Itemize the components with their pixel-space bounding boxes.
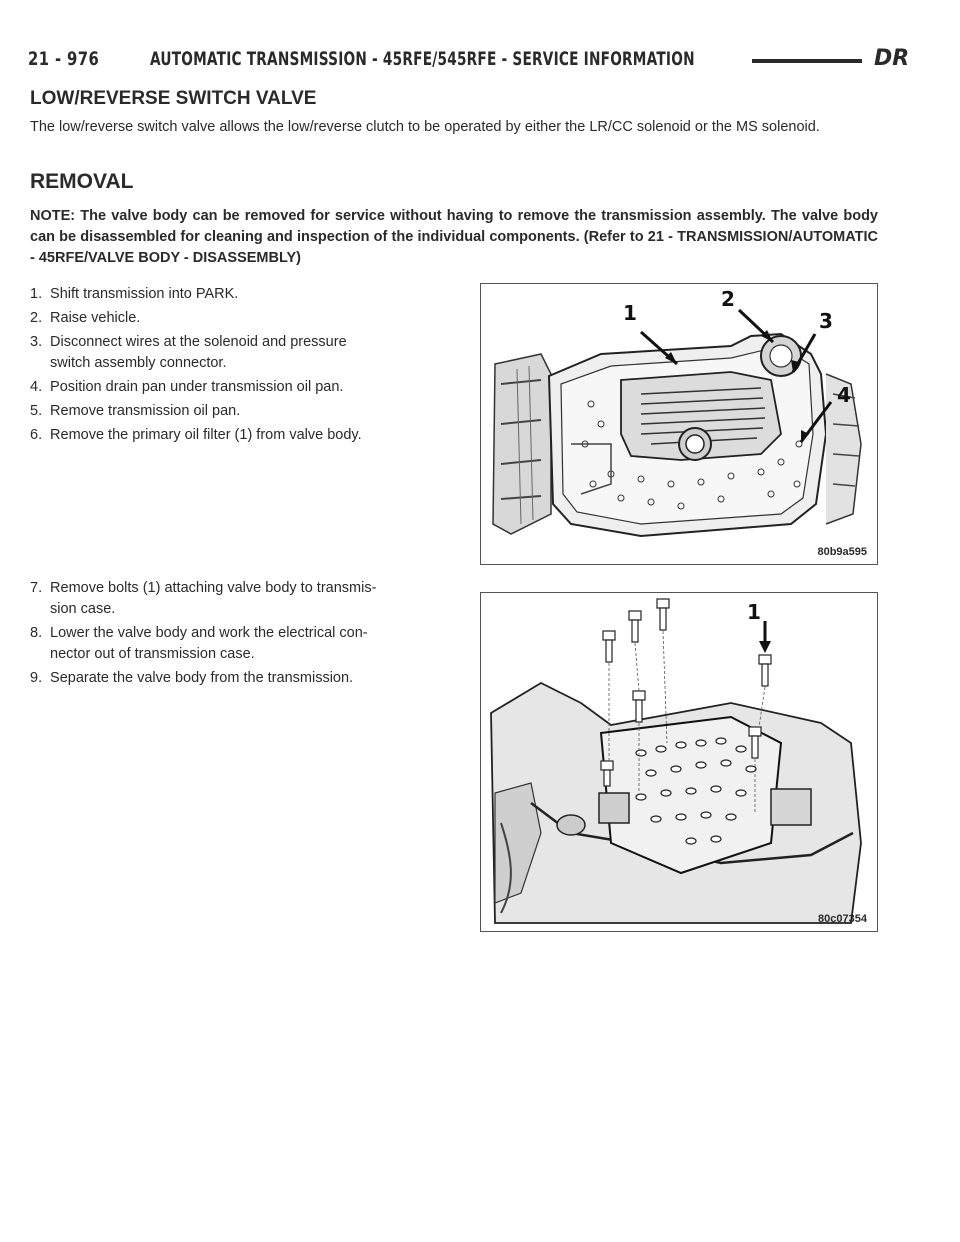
step-text: Remove transmission oil pan. <box>50 403 241 419</box>
step-text: Remove bolts (1) attaching valve body to transmis- <box>50 580 377 596</box>
callout-1: 1 <box>747 600 761 624</box>
step-num: 4. <box>30 379 43 395</box>
step-8 <box>30 623 444 665</box>
step-7 <box>30 578 444 620</box>
step-1 <box>30 284 444 305</box>
step-num: 5. <box>30 403 43 419</box>
removal-title: REMOVAL <box>30 170 134 193</box>
step-text-cont: switch assembly connector. <box>50 355 227 371</box>
valve-body-illustration <box>481 593 877 931</box>
step-5 <box>30 401 444 422</box>
step-text: Raise vehicle. <box>50 310 141 326</box>
step-4 <box>30 377 444 398</box>
header-rule <box>752 59 862 63</box>
callout-2: 2 <box>721 287 735 311</box>
step-2 <box>30 308 444 329</box>
oil-filter-illustration <box>481 284 877 564</box>
step-3 <box>30 332 444 374</box>
callout-3: 3 <box>819 309 833 333</box>
step-num: 2. <box>30 310 43 326</box>
steps-list-2 <box>30 578 444 692</box>
section-description: The low/reverse switch valve allows the low/reverse clutch to be operated by either the LR/CC solenoid or the MS solenoid. <box>30 119 820 135</box>
callout-4: 4 <box>837 383 851 407</box>
step-9 <box>30 668 444 689</box>
header-title: AUTOMATIC TRANSMISSION - 45RFE/545RFE - SERVICE INFORMATION <box>150 48 695 70</box>
step-num: 7. <box>30 580 43 596</box>
page-header <box>28 44 932 74</box>
figure-code: 80b9a595 <box>817 546 867 558</box>
step-num: 3. <box>30 334 43 350</box>
step-num: 6. <box>30 427 43 443</box>
figure-oil-filter <box>480 283 878 565</box>
step-text-cont: nector out of transmission case. <box>50 646 255 662</box>
figure-code: 80c07354 <box>818 913 867 925</box>
step-text-cont: sion case. <box>50 601 116 617</box>
step-text: Remove the primary oil filter (1) from valve body. <box>50 427 362 443</box>
step-6 <box>30 425 444 446</box>
step-text: Lower the valve body and work the electrical con- <box>50 625 368 641</box>
page-number: 21 - 976 <box>28 48 100 70</box>
step-num: 8. <box>30 625 43 641</box>
steps-list-1 <box>30 284 444 449</box>
step-num: 9. <box>30 670 43 686</box>
section-title: LOW/REVERSE SWITCH VALVE <box>30 88 317 109</box>
callout-1: 1 <box>623 301 637 325</box>
step-text: Disconnect wires at the solenoid and pressure <box>50 334 347 350</box>
removal-note: NOTE: The valve body can be removed for service without having to remove the transmission assembly. The valve body can be disassembled for cleaning and inspection of the individual components. (Refer to 21 - TRANSMISSION/AUTOMATIC - 45RFE/VALVE BODY - DISASSEMBLY) <box>30 208 878 266</box>
step-text: Shift transmission into PARK. <box>50 286 239 302</box>
header-code: DR <box>874 46 910 71</box>
figure-valve-body-bolts <box>480 592 878 932</box>
step-num: 1. <box>30 286 43 302</box>
step-text: Separate the valve body from the transmission. <box>50 670 354 686</box>
step-text: Position drain pan under transmission oil pan. <box>50 379 344 395</box>
